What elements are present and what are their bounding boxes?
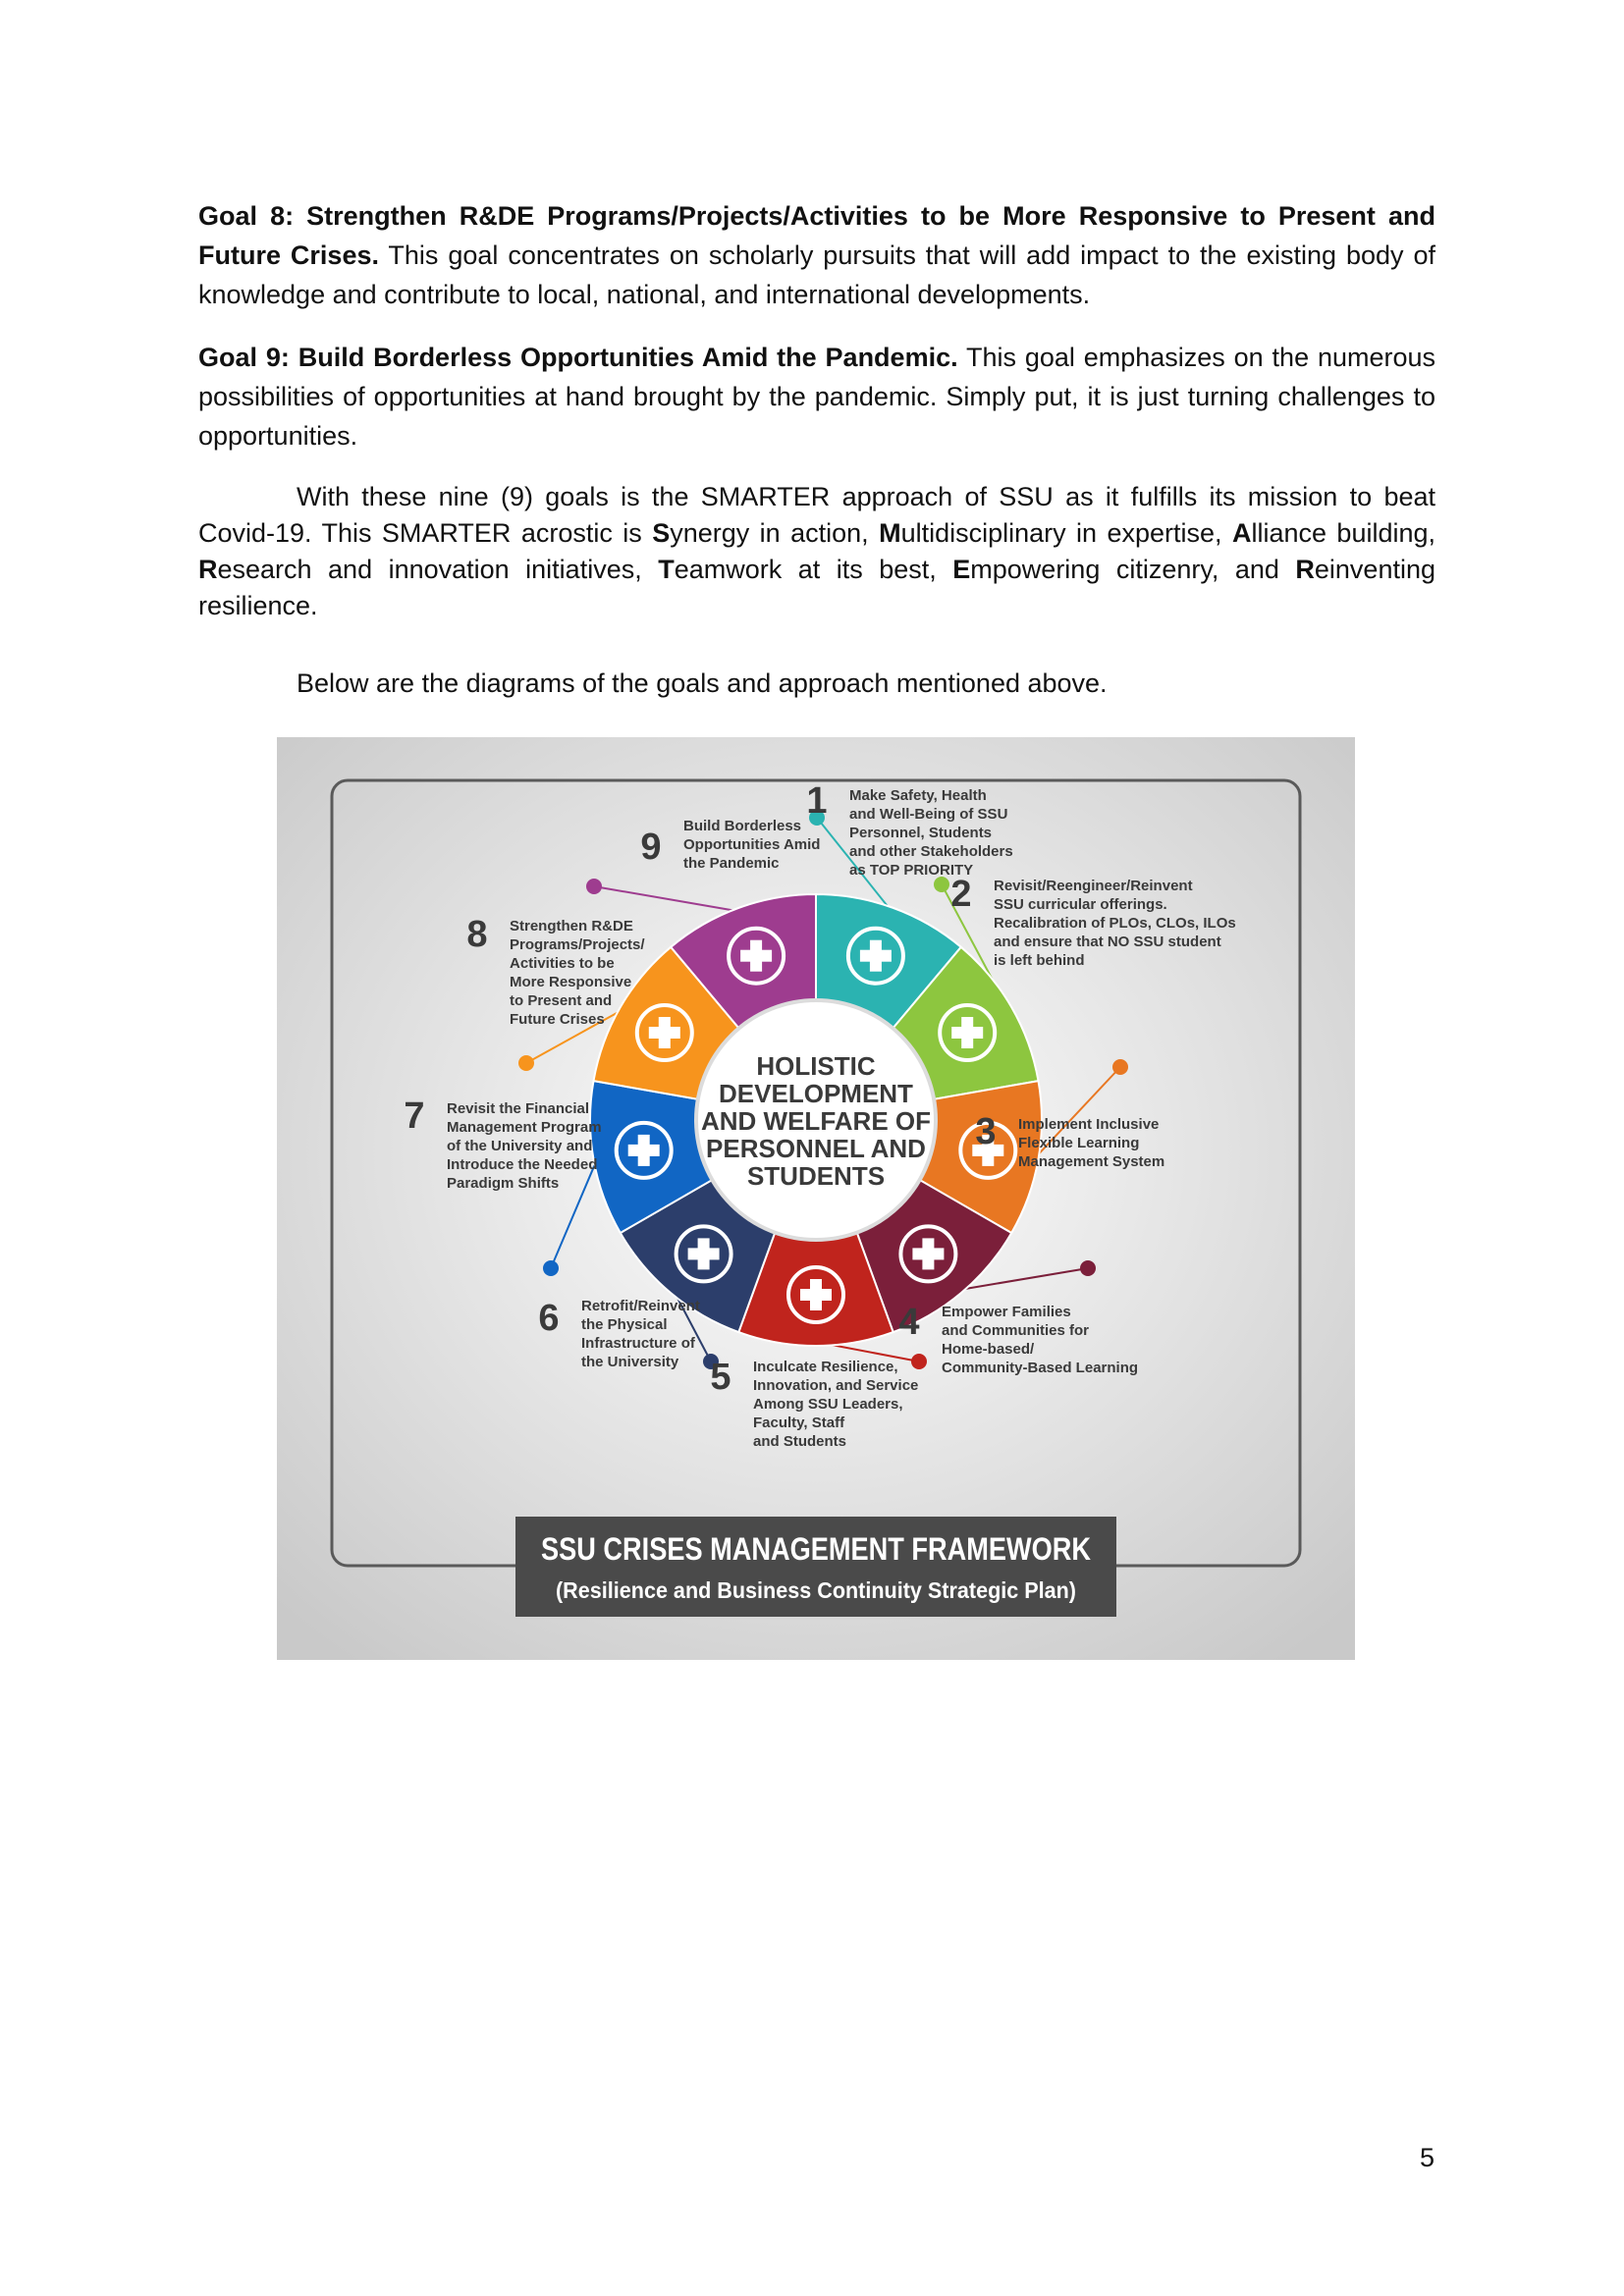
center-label-line: DEVELOPMENT <box>719 1079 913 1108</box>
goal-2-number: 2 <box>950 874 972 915</box>
goal-7-dot <box>543 1260 559 1276</box>
goal-8-label-line: to Present and <box>510 992 613 1009</box>
goal-6-label-line: Infrastructure of <box>581 1335 695 1352</box>
goal-8-label-line: Future Crises <box>510 1011 605 1028</box>
center-label-line: AND WELFARE OF <box>701 1106 931 1136</box>
goal-3-label-line: Implement Inclusive <box>1018 1116 1160 1133</box>
goal-4-label-line: and Communities for <box>942 1322 1090 1339</box>
acrostic-letter-a: A <box>1231 518 1252 548</box>
goal-8-heading: Goal 8: Strengthen R&DE Programs/Projects/Activities to be More Responsive to Present and Future Crises. <box>198 201 1435 270</box>
goal-8-label-line: Programs/Projects/ <box>510 936 645 953</box>
goal-1-label-line: Personnel, Students <box>849 825 993 841</box>
goal-6-number: 6 <box>538 1298 560 1339</box>
goal-5-label-line: Inculcate Resilience, <box>753 1359 898 1375</box>
goal-8-number: 8 <box>466 914 488 955</box>
goal-5-label-line: Among SSU Leaders, <box>753 1396 903 1413</box>
banner-title: SSU CRISES MANAGEMENT FRAMEWORK <box>541 1531 1091 1567</box>
goal-7-label-line: Management Program <box>447 1119 602 1136</box>
goal-7-label-line: Introduce the Needed <box>447 1156 598 1173</box>
goal-4-label-line: Community-Based Learning <box>942 1360 1139 1376</box>
goal-1-label-line: and Well-Being of SSU <box>849 806 1008 823</box>
goal-8-dot <box>518 1055 534 1071</box>
goal-8-label-line: More Responsive <box>510 974 632 990</box>
goal-3-dot <box>1112 1059 1128 1075</box>
acrostic-letter-e: E <box>952 555 971 584</box>
goal-1-label-line: Make Safety, Health <box>849 787 987 804</box>
goal-8-body: This goal concentrates on scholarly pursuits that will add impact to the existing body of knowledge and contribute to local, national, and international developments. <box>198 240 1435 309</box>
crises-management-framework-diagram <box>277 737 1355 1660</box>
diagram-intro-text: Below are the diagrams of the goals and approach mentioned above. <box>297 668 1108 698</box>
goal-8-paragraph <box>198 196 1435 314</box>
goal-3-label-line: Management System <box>1018 1153 1165 1170</box>
goal-9-label-line: Build Borderless <box>683 818 802 834</box>
acrostic-word-m: ultidisciplinary in expertise, <box>900 518 1232 548</box>
goal-4-label-line: Empower Families <box>942 1304 1071 1320</box>
goal-9-heading: Goal 9: Build Borderless Opportunities Amid the Pandemic. <box>198 343 958 372</box>
acrostic-word-e: mpowering citizenry, and <box>970 555 1296 584</box>
goal-2-label-line: Recalibration of PLOs, CLOs, ILOs <box>994 915 1236 932</box>
goal-1-label-line: as TOP PRIORITY <box>849 862 974 879</box>
acrostic-letter-r2: R <box>1295 555 1315 584</box>
acrostic-word-a: lliance building, <box>1251 518 1436 548</box>
acrostic-letter-t: T <box>658 555 675 584</box>
goal-9-paragraph <box>198 338 1435 455</box>
goal-7-label-line: of the University and <box>447 1138 593 1154</box>
goal-2-label-line: SSU curricular offerings. <box>994 896 1167 913</box>
center-label-line: PERSONNEL AND <box>706 1134 926 1163</box>
goal-4-label-line: Home-based/ <box>942 1341 1035 1358</box>
goal-2-label-line: Revisit/Reengineer/Reinvent <box>994 878 1193 894</box>
goal-2-label-line: and ensure that NO SSU student <box>994 934 1221 950</box>
acrostic-letter-s: S <box>652 518 671 548</box>
acrostic-word-r2: einventing resilience. <box>198 555 1435 620</box>
goal-5-dot <box>911 1354 927 1369</box>
center-label-line: HOLISTIC <box>756 1051 876 1081</box>
goal-9-label-line: Opportunities Amid <box>683 836 821 853</box>
goal-7-label-line: Revisit the Financial <box>447 1100 590 1117</box>
goal-4-number: 4 <box>898 1302 920 1343</box>
goal-3-label-line: Flexible Learning <box>1018 1135 1140 1151</box>
goal-4-dot <box>1080 1260 1096 1276</box>
acrostic-word-r: esearch and innovation initiatives, <box>217 555 659 584</box>
acrostic-letter-m: M <box>879 518 901 548</box>
center-label-line: STUDENTS <box>746 1161 886 1191</box>
goal-8-label-line: Strengthen R&DE <box>510 918 633 934</box>
smarter-paragraph <box>198 479 1435 624</box>
goal-2-label-line: is left behind <box>994 952 1085 969</box>
goal-9-dot <box>586 879 602 894</box>
goal-3-number: 3 <box>975 1111 997 1152</box>
goal-7-number: 7 <box>404 1095 425 1137</box>
goal-1-number: 1 <box>806 780 828 822</box>
goal-9-body: This goal emphasizes on the numerous possibilities of opportunities at hand brought by the pandemic. Simply put, it is just turning challenges to opportunities. <box>198 343 1436 451</box>
goal-5-label-line: Innovation, and Service <box>753 1377 919 1394</box>
goal-5-label-line: Faculty, Staff <box>753 1415 845 1431</box>
banner-subtitle: (Resilience and Business Continuity Strategic Plan) <box>556 1577 1076 1603</box>
acrostic-letter-r: R <box>198 555 218 584</box>
goal-2-dot <box>934 877 949 892</box>
page-number: 5 <box>1420 2143 1435 2172</box>
goal-6-label-line: the University <box>581 1354 679 1370</box>
goal-8-label-line: Activities to be <box>510 955 615 972</box>
goal-5-label-line: and Students <box>753 1433 847 1450</box>
goal-5-number: 5 <box>710 1357 731 1398</box>
goal-6-label-line: Retrofit/Reinvent <box>581 1298 700 1314</box>
goal-1-label-line: and other Stakeholders <box>849 843 1013 860</box>
acrostic-word-t: eamwork at its best, <box>674 555 953 584</box>
goal-9-label-line: the Pandemic <box>683 855 780 872</box>
acrostic-word-s: ynergy in action, <box>670 518 880 548</box>
goal-9-number: 9 <box>640 827 662 868</box>
goal-6-label-line: the Physical <box>581 1316 668 1333</box>
smarter-intro: With these nine (9) goals is the SMARTER approach of SSU as it fulfills its mission to beat Covid-19. This SMARTER acrostic is <box>198 482 1435 548</box>
goal-7-label-line: Paradigm Shifts <box>447 1175 560 1192</box>
